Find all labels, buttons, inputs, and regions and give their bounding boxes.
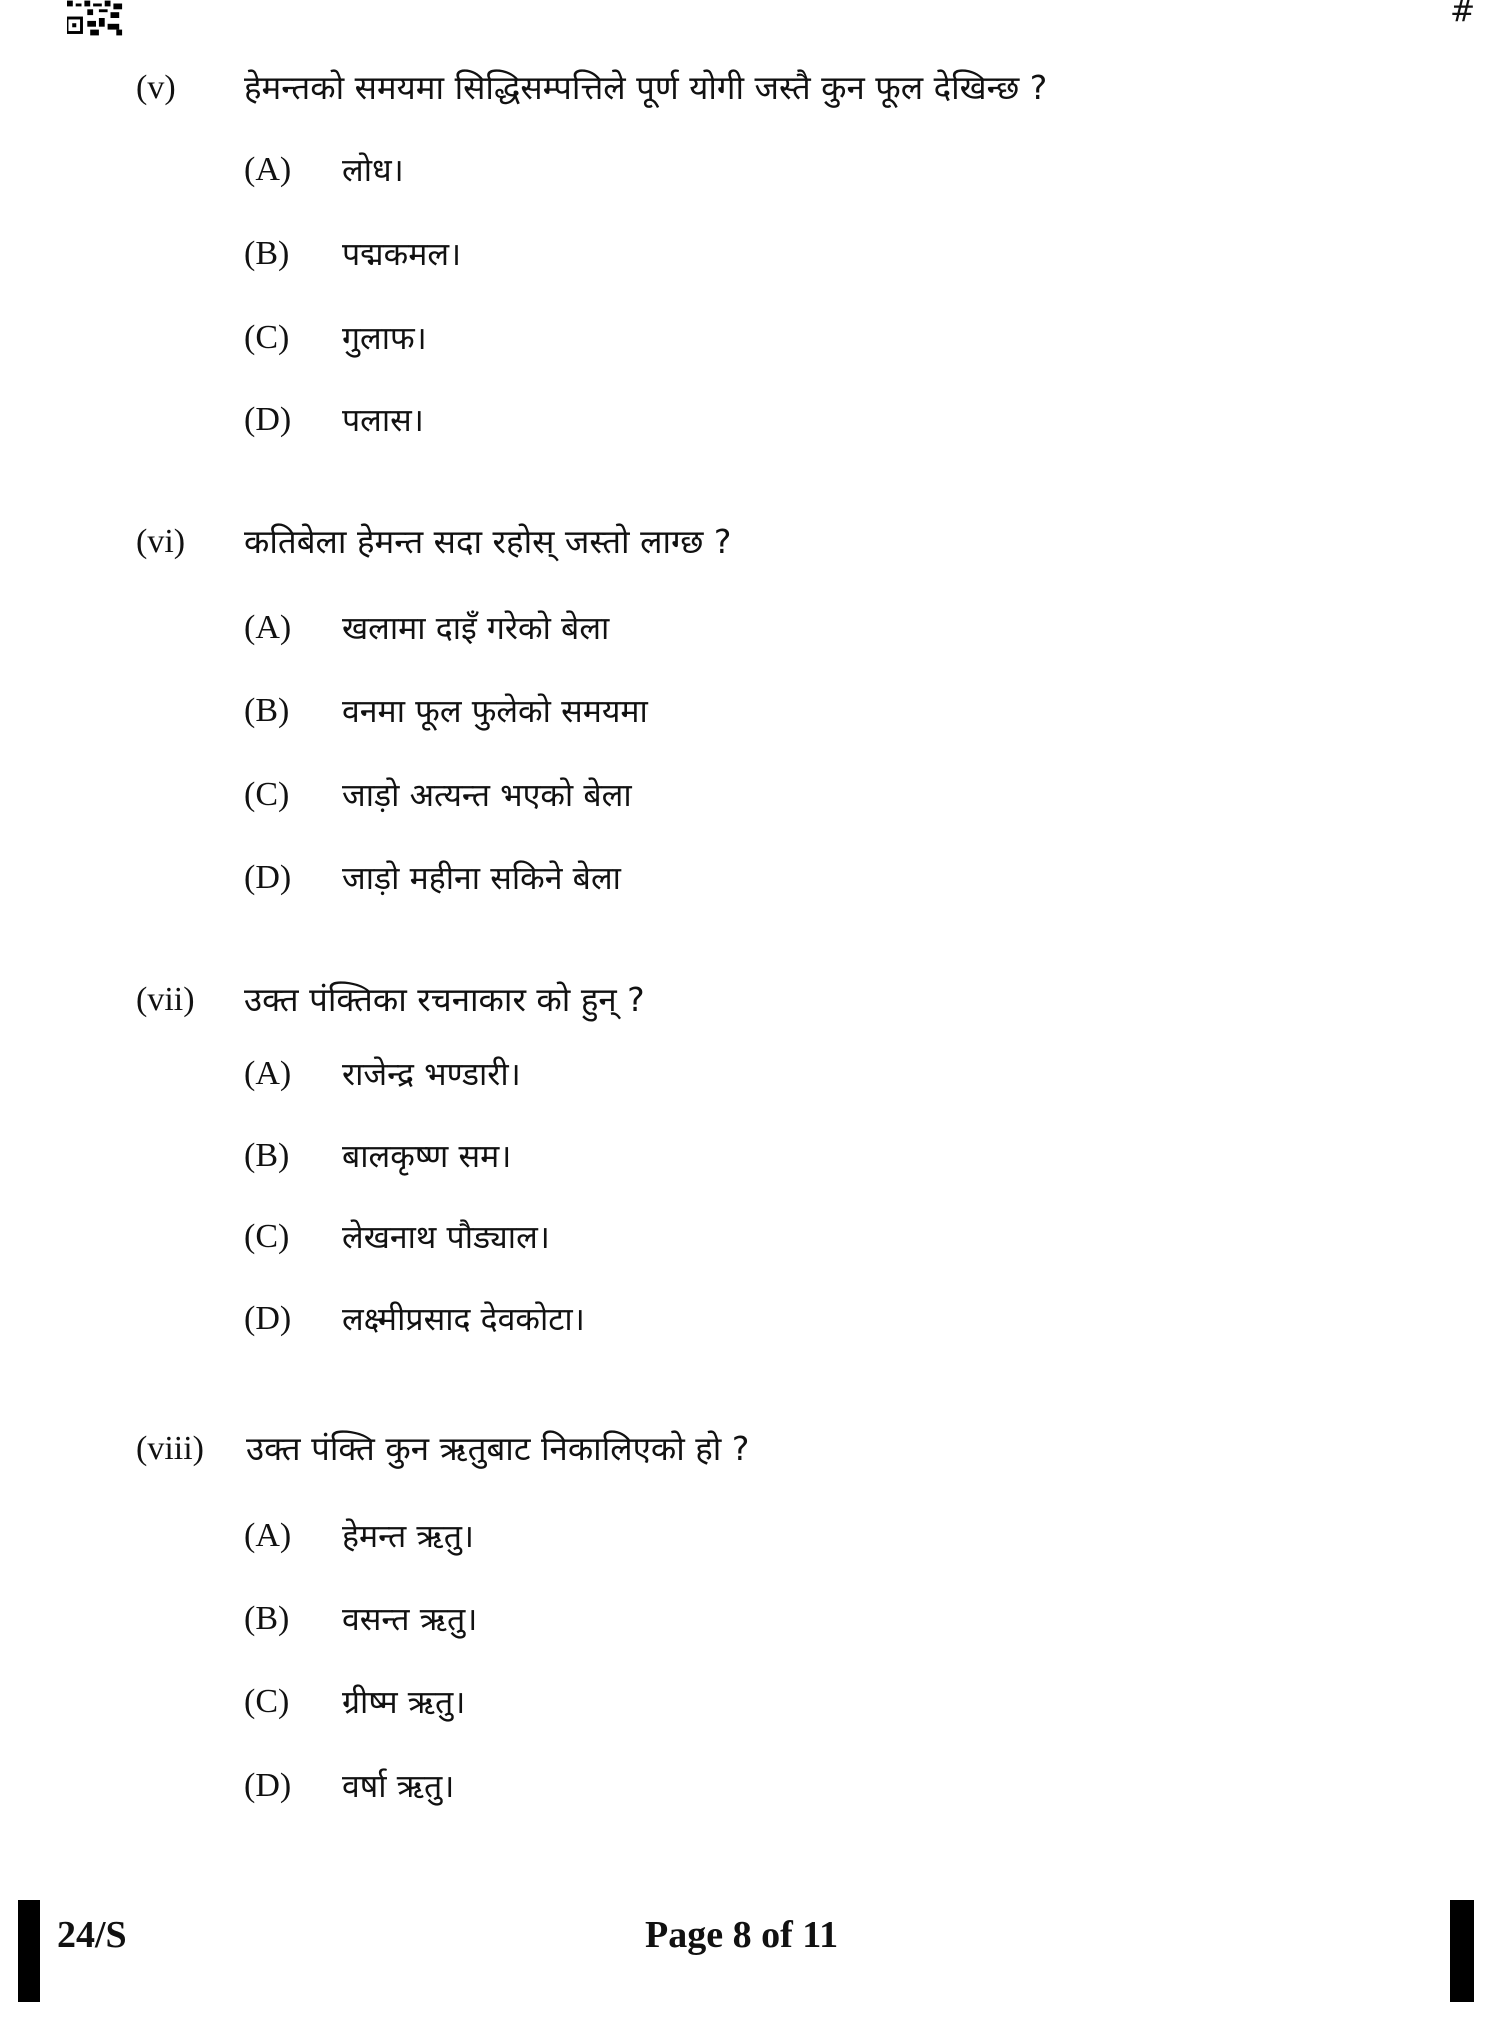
question-text: उक्त पंक्तिका रचनाकार को हुन् ? [244,980,645,1019]
option-label: (A) [244,1055,292,1092]
option-text: बालकृष्ण सम। [342,1137,512,1175]
question-number: (vi) [136,523,186,560]
option-text: वर्षा ऋतु। [342,1767,455,1805]
option-text: जाड़ो महीना सकिने बेला [342,859,621,897]
option-text: पद्मकमल। [342,235,462,273]
option-label: (B) [244,692,290,729]
option-label: (C) [244,319,290,356]
qr-code-icon [67,0,125,36]
option-label: (A) [244,151,292,188]
option-label: (B) [244,1137,290,1174]
option-text: वसन्त ऋतु। [342,1600,478,1638]
option-label: (C) [244,776,290,813]
option-label: (D) [244,859,292,896]
question-number: (viii) [136,1430,204,1467]
option-label: (D) [244,401,292,438]
question-text: कतिबेला हेमन्त सदा रहोस् जस्तो लाग्छ ? [244,522,732,561]
option-text: जाड़ो अत्यन्त भएको बेला [342,776,632,814]
option-label: (D) [244,1767,292,1804]
option-text: लेखनाथ पौड्याल। [342,1218,550,1256]
option-text: खलामा दाइँ गरेको बेला [342,609,610,647]
option-label: (B) [244,1600,290,1637]
option-text: हेमन्त ऋतु। [342,1517,475,1555]
question-number: (vii) [136,981,195,1018]
option-label: (C) [244,1683,290,1720]
question-number: (v) [136,69,176,106]
paper-code: 24/S [57,1914,127,1956]
option-text: लक्ष्मीप्रसाद देवकोटा। [342,1300,585,1338]
footer-right-bar [1450,1900,1474,2002]
option-label: (D) [244,1300,292,1337]
option-text: लोध। [342,151,404,189]
option-text: गुलाफ। [342,319,427,357]
option-text: राजेन्द्र भण्डारी। [342,1055,521,1093]
option-text: पलास। [342,401,424,439]
question-text: उक्त पंक्ति कुन ऋतुबाट निकालिएको हो ? [246,1429,750,1468]
question-text: हेमन्तको समयमा सिद्धिसम्पत्तिले पूर्ण योगी जस्तै कुन फूल देखिन्छ ? [244,68,1048,107]
page-mark: # [1450,0,1476,29]
option-text: ग्रीष्म ऋतु। [342,1683,466,1721]
option-label: (A) [244,609,292,646]
option-label: (A) [244,1517,292,1554]
option-label: (C) [244,1218,290,1255]
footer-left-bar [18,1900,40,2002]
page-number: Page 8 of 11 [645,1914,839,1956]
option-label: (B) [244,235,290,272]
option-text: वनमा फूल फुलेको समयमा [342,692,648,730]
